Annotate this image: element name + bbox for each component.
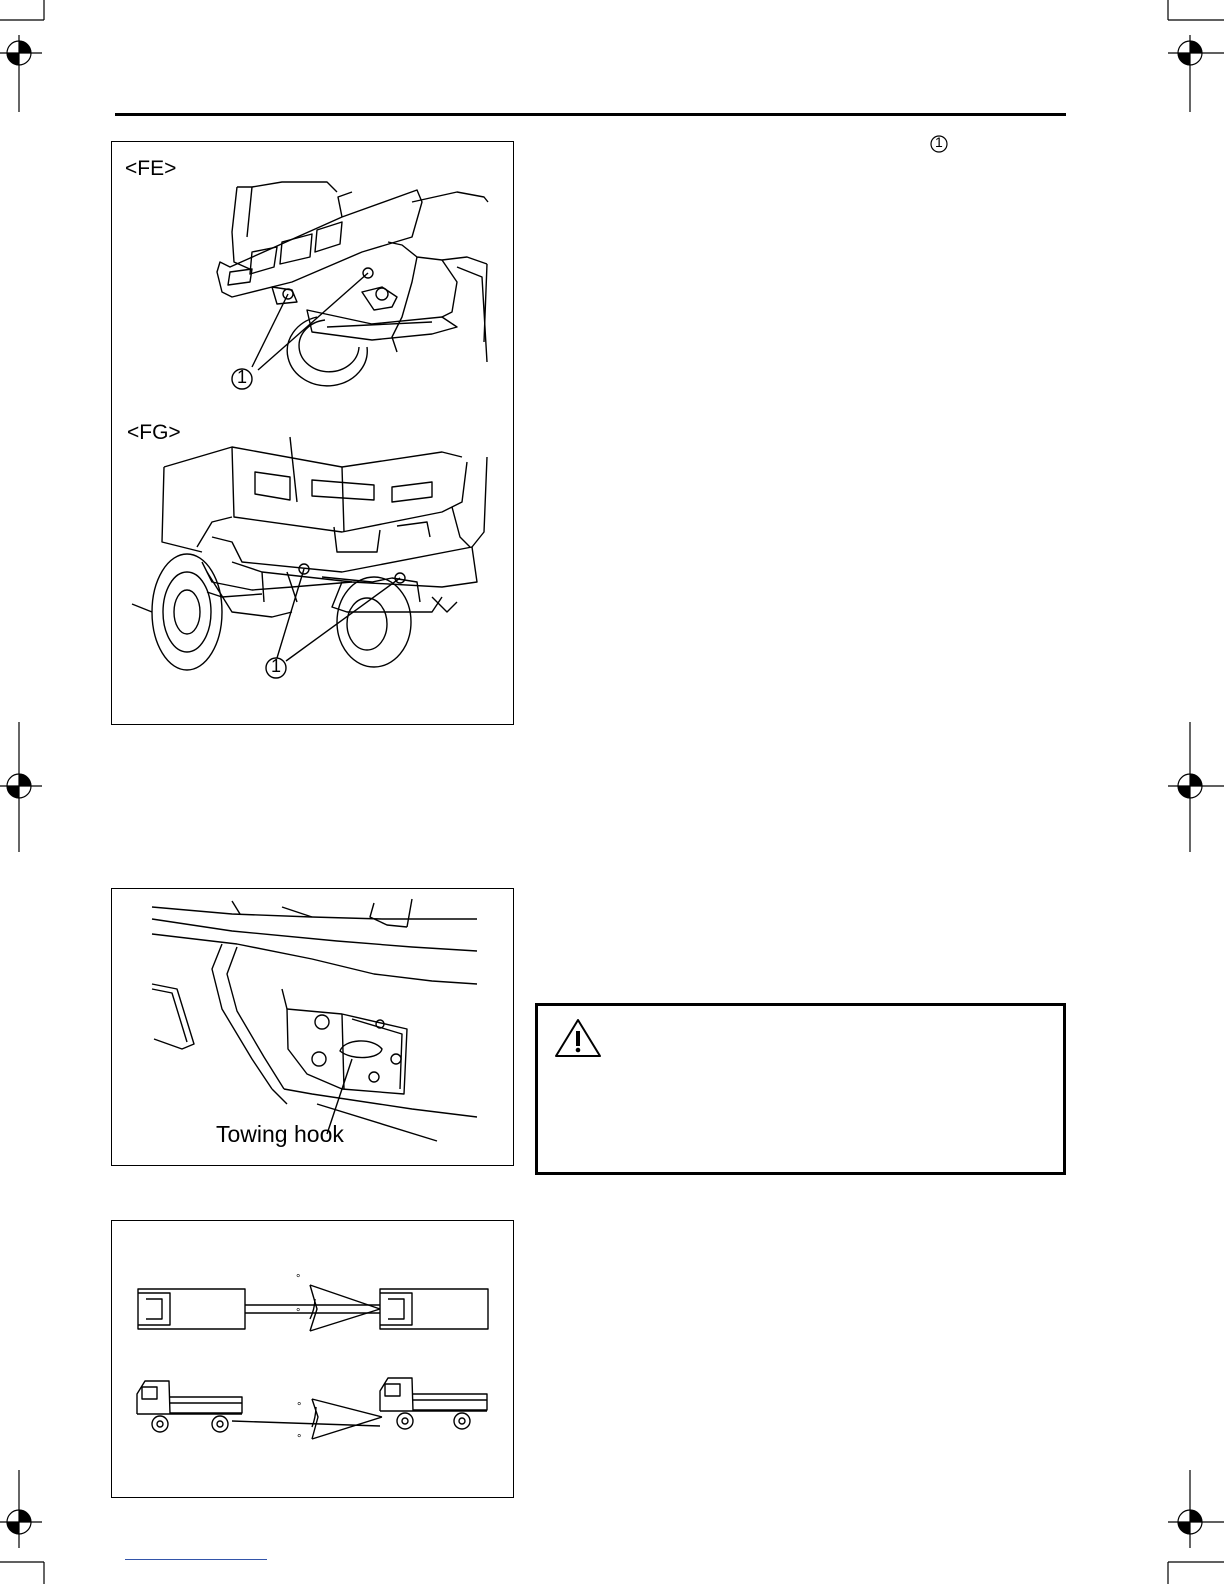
callout-number-fe: 1 <box>237 367 248 387</box>
angle-mark: ° <box>296 1307 301 1319</box>
truck-underside-illustration <box>112 142 512 723</box>
figure-label-fg: <FG> <box>127 421 181 444</box>
angle-mark: ° <box>297 1401 302 1413</box>
callout-reference-number: 1 <box>935 134 943 150</box>
warning-box <box>535 1003 1066 1175</box>
figure-towing-hook <box>111 888 514 1166</box>
angle-mark: ° <box>296 1273 301 1285</box>
header-rule <box>115 113 1066 116</box>
callout-reference <box>929 134 949 154</box>
figure-towing-points <box>111 141 514 725</box>
figure-caption-towing-hook: Towing hook <box>216 1121 344 1147</box>
footer-link-underline <box>125 1559 267 1560</box>
warning-triangle-icon <box>554 1018 602 1058</box>
towing-angle-diagram <box>112 1221 512 1496</box>
angle-mark: ° <box>297 1433 302 1445</box>
callout-number-fg: 1 <box>271 656 282 676</box>
figure-towing-angle <box>111 1220 514 1498</box>
figure-label-fe: <FE> <box>125 157 177 180</box>
